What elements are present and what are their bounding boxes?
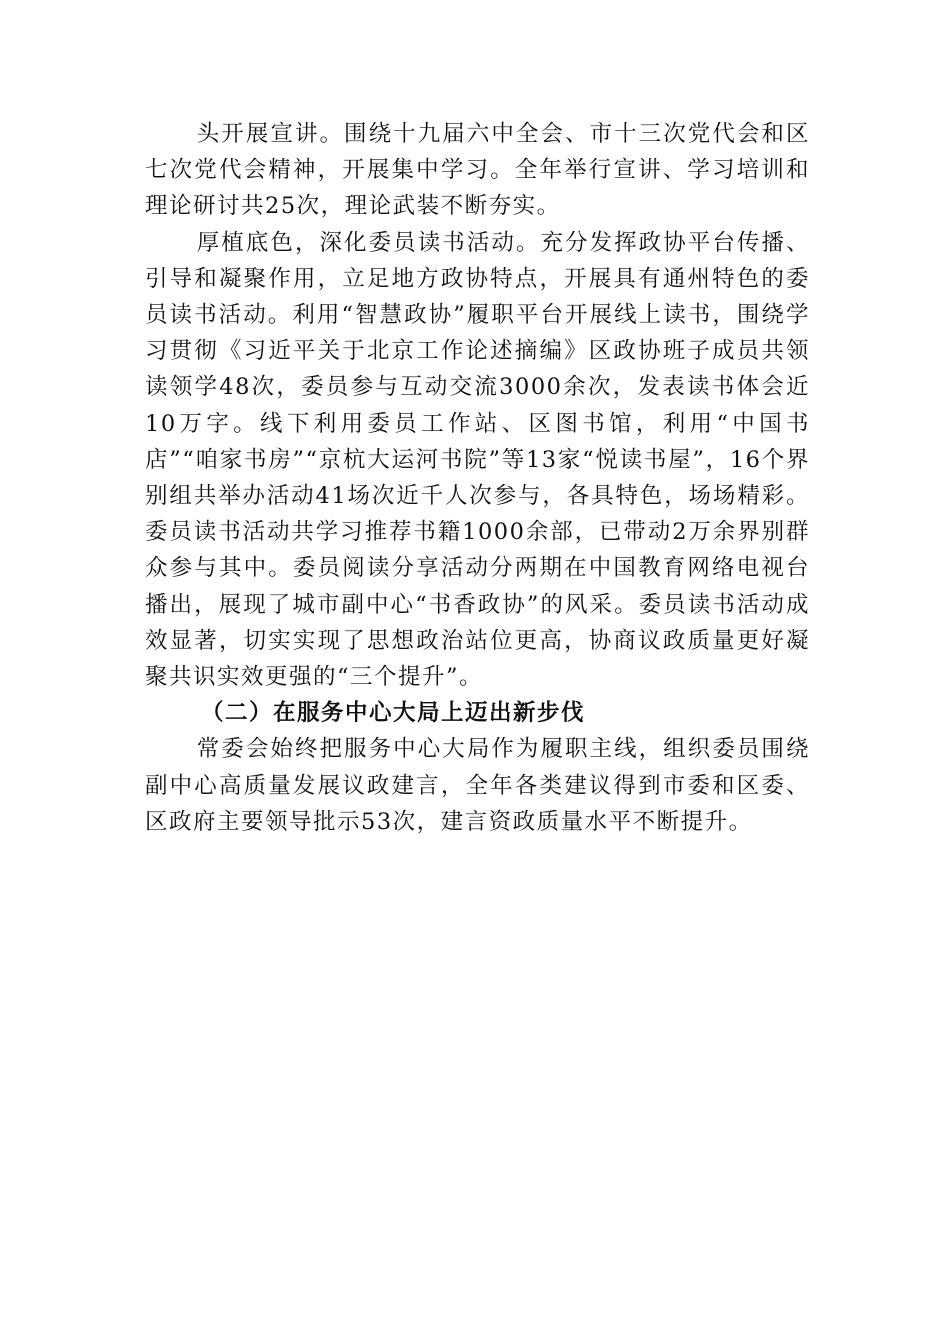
paragraph-theory-study: 头开展宣讲。围绕十九届六中全会、市十三次党代会和区七次党代会精神，开展集中学习。全年举行宣讲、学习培训和理论研讨共25次，理论武装不断夯实。 — [145, 121, 810, 220]
paragraph-serving-overall-situation: 常委会始终把服务中心大局作为履职主线，组织委员围绕副中心高质量发展议政建言，全年各类建议得到市委和区委、区政府主要领导批示53次，建言资政质量水平不断提升。 — [145, 736, 810, 835]
section-heading: （二）在服务中心大局上迈出新步伐 — [201, 700, 586, 727]
document-body — [145, 116, 810, 840]
paragraph-reading-activity: 厚植底色，深化委员读书活动。充分发挥政协平台传播、引导和凝聚作用，立足地方政协特点，开展具有通州特色的委员读书活动。利用“智慧政协”履职平台开展线上读书，围绕学习贯彻《习近平关于北京工作论述摘编》区政协班子成员共领读领学48次，委员参与互动交流3000余次，发表读书体会近10万字。线下利用委员工作站、区图书馆，利用“中国书店”“咱家书房”“京杭大运河书院”等13家“悦读书屋”，16个界别组共举办活动41场次近千人次参与，各具特色，场场精彩。委员读书活动共学习推荐书籍1000余部，已带动2万余界别群众参与其中。委员阅读分享活动分两期在中国教育网络电视台播出，展现了城市副中心“书香政协”的风采。委员读书活动成效显著，切实实现了思想政治站位更高，协商议政质量更好凝聚共识实效更强的“三个提升”。 — [145, 229, 810, 691]
